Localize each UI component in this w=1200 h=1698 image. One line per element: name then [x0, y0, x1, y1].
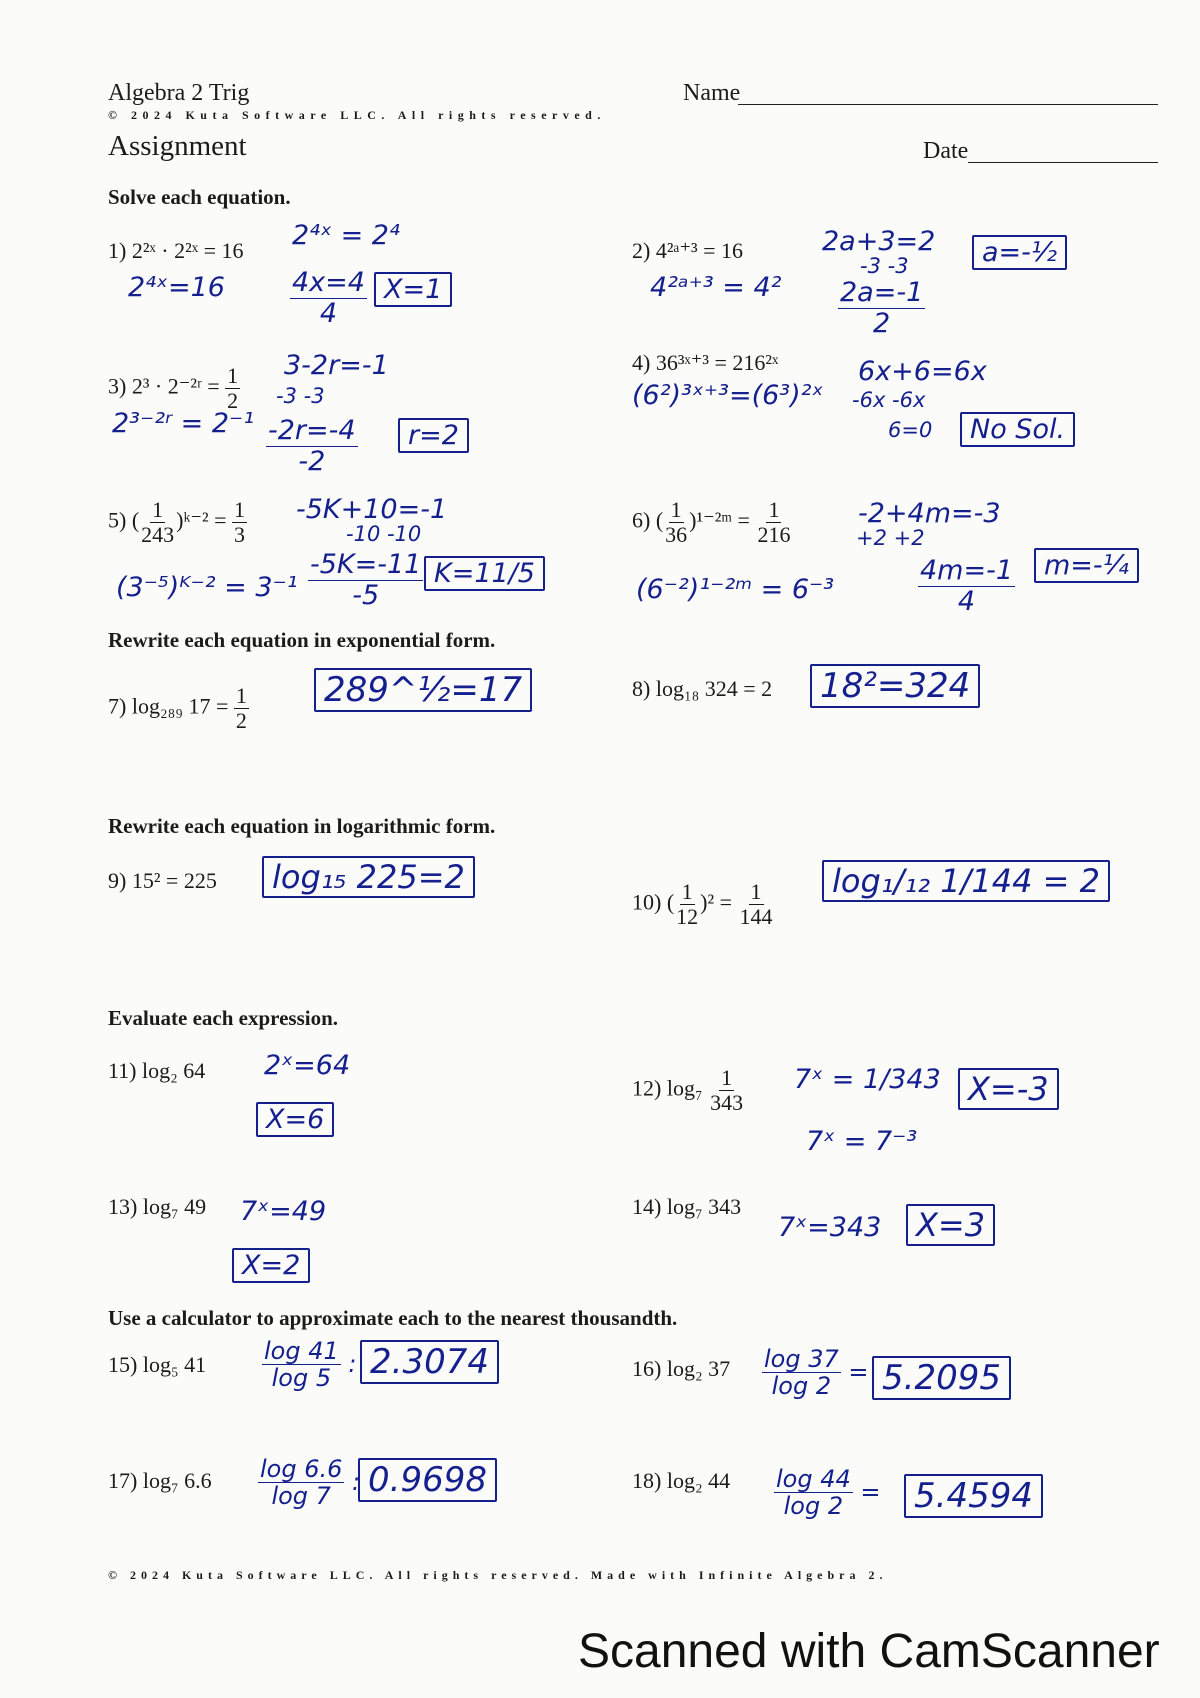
- work-5d: $\frac{-5K=-11}{-5}$: [310, 549, 422, 611]
- problem-1: 1) 2²ˣ · 2²ˣ = 16: [108, 238, 244, 263]
- work-2a: 2a+3=2: [822, 226, 936, 257]
- problem-17: 17) log₇ 6.6: [108, 1468, 212, 1493]
- work-6c: (6⁻²)¹⁻²ᵐ = 6⁻³: [636, 574, 835, 605]
- date-label: Date: [923, 138, 969, 164]
- work-2d: $\frac{2a=-1}{2}$: [840, 277, 924, 339]
- work-12a: 7ˣ = 1/343: [794, 1064, 941, 1095]
- answer-16: 5.2095: [872, 1356, 1011, 1400]
- page-title: Assignment: [108, 130, 247, 162]
- work-4c: -6x -6x: [852, 388, 926, 412]
- section-exponential-heading: Rewrite each equation in exponential form.: [108, 628, 496, 652]
- footer-copyright: © 2024 Kuta Software LLC. All rights reserved. Made with Infinite Algebra 2.: [108, 1568, 888, 1582]
- problem-8: 8) log₁₈ 324 = 2: [632, 676, 773, 701]
- work-3c: 2³⁻²ʳ = 2⁻¹: [112, 408, 255, 439]
- section-solve-heading: Solve each equation.: [108, 185, 291, 209]
- problem-2: 2) 4²ᵃ⁺³ = 16: [632, 238, 744, 263]
- answer-3: r=2: [398, 418, 469, 453]
- work-6d: $\frac{4m=-1}{4}$: [920, 555, 1014, 617]
- work-18: $\frac{\log 44}{\log 2}$ =: [776, 1465, 881, 1521]
- problem-4: 4) 36³ˣ⁺³ = 216²ˣ: [632, 350, 779, 375]
- work-17: $\frac{\log 6.6}{\log 7}$ :: [260, 1455, 361, 1511]
- work-4b: 6x+6=6x: [858, 356, 987, 387]
- problem-14: 14) log₇ 343: [632, 1194, 742, 1219]
- work-16: $\frac{\log 37}{\log 2}$ =: [764, 1345, 869, 1401]
- answer-4: No Sol.: [960, 412, 1075, 447]
- course-title: Algebra 2 Trig: [108, 80, 250, 106]
- work-6b: +2 +2: [856, 526, 925, 550]
- problem-3: 3) 2³ · 2⁻²ʳ = $\frac{1}{2}$: [108, 363, 239, 414]
- answer-12: X=-3: [958, 1068, 1059, 1110]
- work-15: $\frac{\log 41}{\log 5}$ :: [264, 1337, 357, 1393]
- problem-9: 9) 15² = 225: [108, 868, 217, 893]
- answer-14: X=3: [906, 1204, 995, 1246]
- work-5b: -10 -10: [346, 522, 422, 546]
- problem-7: 7) log₂₈₉ 17 = $\frac{1}{2}$: [108, 683, 247, 734]
- work-3b: -3 -3: [276, 384, 325, 408]
- answer-15: 2.3074: [360, 1340, 499, 1384]
- work-13a: 7ˣ=49: [240, 1196, 327, 1227]
- problem-5: 5) ( $\frac{1}{243}$ )ᵏ⁻² = $\frac{1}{3}$: [108, 497, 246, 548]
- work-2b: -3 -3: [860, 254, 909, 278]
- work-6a: -2+4m=-3: [858, 498, 1001, 529]
- problem-15: 15) log₅ 41: [108, 1352, 207, 1377]
- answer-9: log₁₅ 225=2: [262, 856, 475, 898]
- answer-13: X=2: [232, 1248, 310, 1283]
- problem-10: 10) ( $\frac{1}{12}$ )² = $\frac{1}{144}$: [632, 879, 773, 930]
- answer-11: X=6: [256, 1102, 334, 1137]
- work-1c: $\frac{4x=4}{4}$: [292, 267, 365, 329]
- answer-18: 5.4594: [904, 1474, 1043, 1518]
- work-5c: (3⁻⁵)ᴷ⁻² = 3⁻¹: [116, 572, 298, 603]
- work-4a: (6²)³ˣ⁺³=(6³)²ˣ: [632, 380, 824, 411]
- work-1a: 2⁴ˣ = 2⁴: [292, 220, 400, 251]
- date-line: [968, 162, 1158, 163]
- work-3d: $\frac{-2r=-4}{-2}$: [268, 415, 356, 477]
- work-12b: 7ˣ = 7⁻³: [806, 1126, 918, 1157]
- name-line: [738, 104, 1158, 105]
- answer-10: log₁/₁₂ 1/144 = 2: [822, 860, 1110, 902]
- answer-6: m=-¼: [1034, 548, 1139, 583]
- work-5a: -5K+10=-1: [296, 494, 448, 525]
- answer-1: X=1: [374, 272, 452, 307]
- work-3a: 3-2r=-1: [284, 350, 389, 381]
- camscanner-watermark: Scanned with CamScanner: [578, 1625, 1160, 1678]
- work-2c: 4²ᵃ⁺³ = 4²: [650, 272, 782, 303]
- section-logarithmic-heading: Rewrite each equation in logarithmic form.: [108, 814, 496, 838]
- answer-17: 0.9698: [358, 1458, 497, 1502]
- problem-18: 18) log₂ 44: [632, 1468, 731, 1493]
- work-4d: 6=0: [888, 418, 933, 442]
- header-copyright: © 2024 Kuta Software LLC. All rights reserved.: [108, 108, 606, 122]
- work-14a: 7ˣ=343: [778, 1212, 882, 1243]
- problem-16: 16) log₂ 37: [632, 1356, 731, 1381]
- name-label: Name: [683, 80, 741, 106]
- problem-12: 12) log₇ $\frac{1}{343}$: [632, 1065, 744, 1116]
- answer-5: K=11/5: [424, 556, 545, 591]
- problem-6: 6) ( $\frac{1}{36}$ )¹⁻²ᵐ = $\frac{1}{216}$: [632, 497, 791, 548]
- answer-2: a=-½: [972, 235, 1067, 270]
- problem-13: 13) log₇ 49: [108, 1194, 207, 1219]
- answer-7: 289^½=17: [314, 668, 532, 712]
- work-1b: 2⁴ˣ=16: [128, 272, 225, 303]
- answer-8: 18²=324: [810, 664, 980, 708]
- work-11a: 2ˣ=64: [264, 1050, 351, 1081]
- problem-11: 11) log₂ 64: [108, 1058, 206, 1083]
- section-evaluate-heading: Evaluate each expression.: [108, 1006, 339, 1030]
- section-calculator-heading: Use a calculator to approximate each to the nearest thousandth.: [108, 1306, 678, 1330]
